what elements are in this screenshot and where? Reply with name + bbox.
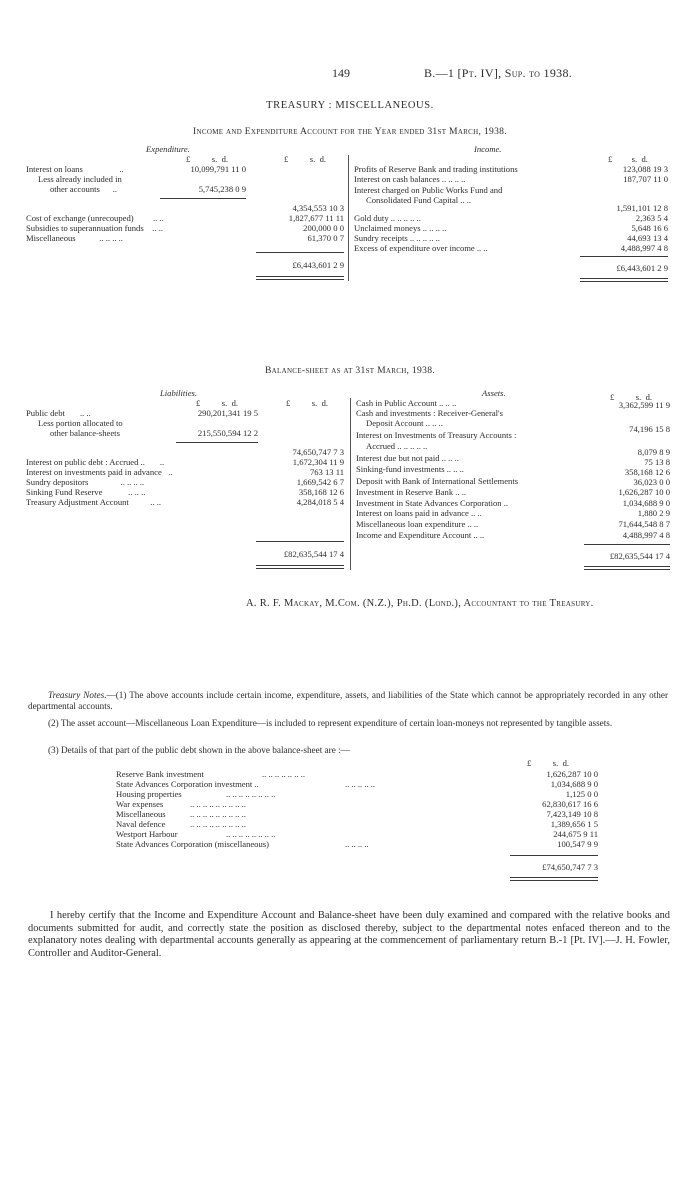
total-rule xyxy=(580,256,668,257)
row-amount: 2,363 5 4 xyxy=(635,213,668,223)
column-divider xyxy=(350,398,351,570)
leader-dots: .. .. .. .. .. .. .. .. .. xyxy=(190,819,246,829)
total-double-rule xyxy=(256,565,344,566)
treasury-note-2: (2) The asset account—Miscellaneous Loan Expenditure—is included to represent expenditure of certain loan-moneys not represented by tangible assets. xyxy=(48,718,613,728)
leader-dots: .. .. xyxy=(79,408,91,418)
ledger-row: Gold duty .. .. .. .. .. xyxy=(354,213,421,223)
row-amount: 74,196 15 8 xyxy=(629,424,670,434)
leader-dots: .. xyxy=(168,467,173,477)
unit-pence: d. xyxy=(231,398,239,408)
leader-dots: .. .. xyxy=(150,497,162,507)
subtotal-rule xyxy=(160,198,246,199)
detail-amount: 100,547 9 9 xyxy=(557,839,598,849)
unit-shillings: s. xyxy=(635,392,642,402)
ledger-row: Interest on Investments of Treasury Accounts : xyxy=(356,430,517,440)
row-outer-amount: 358,168 12 6 xyxy=(298,487,344,497)
detail-row: Miscellaneous xyxy=(116,809,166,819)
row-amount: 1,034,688 9 0 xyxy=(622,498,670,508)
unit-shillings: s. xyxy=(552,758,559,768)
detail-amount: 244,675 9 11 xyxy=(553,829,598,839)
ledger-row: Sundry receipts .. .. .. .. .. xyxy=(354,233,440,243)
unit-shillings: s. xyxy=(631,154,638,164)
row-outer-amount: 61,370 0 7 xyxy=(307,233,344,243)
row-outer-amount: 4,284,018 5 4 xyxy=(296,497,344,507)
ledger-row: Unclaimed moneys .. .. .. .. xyxy=(354,223,447,233)
row-inner-amount: 5,745,238 0 9 xyxy=(198,184,246,194)
accountant-signature: A. R. F. Mackay, M.Com. (N.Z.), Ph.D. (Lond.), Accountant to the Treasury. xyxy=(246,598,594,609)
ledger-row: Interest charged on Public Works Fund and xyxy=(354,185,503,195)
income-account-heading: Income and Expenditure Account for the Year ended 31st March, 1938. xyxy=(193,126,507,137)
row-label: Cost of exchange (unrecouped) xyxy=(26,213,134,223)
document-reference: B.—1 [Pt. IV], Sup. to 1938. xyxy=(424,66,573,80)
units-inner xyxy=(196,398,238,408)
ledger-row: Less portion allocated to xyxy=(38,418,123,428)
leader-dots: .. xyxy=(159,457,165,467)
row-label: Interest on loans xyxy=(26,164,83,174)
ledger-row: Interest due but not paid .. .. .. xyxy=(356,453,459,463)
ledger-row: Income and Expenditure Account .. .. xyxy=(356,530,485,540)
assets-heading: Assets. xyxy=(482,388,506,398)
ledger-row xyxy=(26,487,145,497)
row-label: Public debt xyxy=(26,408,65,418)
unit-pounds: £ xyxy=(196,398,201,408)
detail-amount: 1,626,287 10 0 xyxy=(546,769,598,779)
ledger-row xyxy=(26,457,164,467)
detail-row: Naval defence xyxy=(116,819,166,829)
ledger-row: Interest on loans paid in advance .. .. xyxy=(356,508,482,518)
row-label: Subsidies to superannuation funds xyxy=(26,223,144,233)
ledger-row: Profits of Reserve Bank and trading institutions xyxy=(354,164,518,174)
row-amount: 36,023 0 0 xyxy=(633,477,670,487)
ledger-row: Cash in Public Account .. .. .. xyxy=(356,398,457,408)
expenditure-heading: Expenditure. xyxy=(146,144,190,154)
row-amount: 123,088 19 3 xyxy=(622,164,668,174)
row-inner-amount: 215,550,594 12 2 xyxy=(197,428,258,438)
ledger-row xyxy=(26,477,144,487)
leader-dots: .. .. .. .. .. .. .. .. xyxy=(226,829,276,839)
row-amount: 44,693 13 4 xyxy=(627,233,668,243)
ledger-row: Less already included in xyxy=(38,174,122,184)
unit-pence: d. xyxy=(645,392,653,402)
total-double-rule xyxy=(584,566,670,567)
total-rule xyxy=(256,541,344,542)
row-amount: 1,591,101 12 8 xyxy=(616,203,668,213)
detail-amount: 62,830,617 16 6 xyxy=(542,799,598,809)
leader-dots: .. .. .. xyxy=(128,487,146,497)
row-label: Treasury Adjustment Account xyxy=(26,497,129,507)
ledger-row xyxy=(26,233,123,243)
page-number: 149 xyxy=(332,66,350,80)
page-title: TREASURY : MISCELLANEOUS. xyxy=(266,100,434,111)
row-outer-amount: 1,672,304 11 9 xyxy=(292,457,344,467)
row-amount: 71,644,548 8 7 xyxy=(618,519,670,529)
detail-row: Reserve Bank investment xyxy=(116,769,204,779)
units-outer xyxy=(284,154,326,164)
unit-pounds: £ xyxy=(286,398,291,408)
total-double-rule xyxy=(580,281,668,282)
ledger-row: Cash and investments : Receiver-General's xyxy=(356,408,503,418)
unit-pence: d. xyxy=(641,154,648,164)
assets-total: £82,635,544 17 4 xyxy=(609,551,670,561)
leader-dots: .. .. .. .. .. .. .. .. .. xyxy=(190,809,246,819)
detail-row: Housing properties xyxy=(116,789,182,799)
liabilities-heading: Liabilities. xyxy=(160,388,198,398)
unit-shillings: s. xyxy=(211,154,218,164)
row-amount: 75 13 8 xyxy=(644,457,670,467)
ledger-row xyxy=(26,223,163,233)
unit-pence: d. xyxy=(321,398,329,408)
notes-lead: Treasury Notes. xyxy=(48,690,107,700)
unit-pounds: £ xyxy=(186,154,191,164)
expenditure-total: £6,443,601 2 9 xyxy=(292,260,344,270)
leader-dots: .. .. xyxy=(152,223,164,233)
leader-dots: .. xyxy=(119,164,124,174)
ledger-row xyxy=(26,497,161,507)
column-divider xyxy=(348,155,349,281)
ledger-row xyxy=(26,164,124,174)
liabilities-total: £82,635,544 17 4 xyxy=(283,549,344,559)
detail-row: War expenses xyxy=(116,799,164,809)
detail-row: Westport Harbour xyxy=(116,829,178,839)
row-amount: 187,707 11 0 xyxy=(623,174,668,184)
row-label: Sundry depositors xyxy=(26,477,89,487)
ledger-row xyxy=(26,467,173,477)
ledger-row: Interest on cash balances .. .. .. .. xyxy=(354,174,466,184)
row-amount: 4,488,997 4 8 xyxy=(622,530,670,540)
income-total: £6,443,601 2 9 xyxy=(616,263,668,273)
ledger-row: Deposit with Bank of International Settlements xyxy=(356,476,519,486)
leader-dots: .. .. .. .. xyxy=(345,839,369,849)
unit-shillings: s. xyxy=(311,398,318,408)
row-amount: 3,362,599 11 9 xyxy=(618,400,670,410)
total-double-rule xyxy=(510,880,598,881)
ledger-row: Consolidated Fund Capital .. .. xyxy=(366,195,472,205)
ledger-row: Investment in State Advances Corporation .. xyxy=(356,498,509,508)
detail-amount: 7,423,149 10 8 xyxy=(546,809,598,819)
ledger-row: Deposit Account .. .. .. xyxy=(366,418,443,428)
leader-dots: .. .. xyxy=(152,213,164,223)
ledger-row: Excess of expenditure over income .. .. xyxy=(354,243,488,253)
units-income xyxy=(608,154,648,164)
unit-pence: d. xyxy=(319,154,327,164)
unit-pence: d. xyxy=(221,154,229,164)
leader-dots: .. .. .. .. xyxy=(120,477,145,487)
detail-row: State Advances Corporation (miscellaneous) xyxy=(116,839,269,849)
row-amount: 4,488,997 4 8 xyxy=(620,243,668,253)
row-label: Interest on public debt : Accrued .. xyxy=(26,457,145,467)
units-details xyxy=(527,758,569,768)
leader-dots: .. .. .. .. .. xyxy=(345,779,376,789)
leader-dots: .. .. .. .. .. .. .. .. .. xyxy=(190,799,246,809)
row-outer-amount: 200,000 0 0 xyxy=(303,223,344,233)
row-outer-amount: 1,669,542 6 7 xyxy=(296,477,344,487)
detail-row: State Advances Corporation investment .. xyxy=(116,779,259,789)
row-outer-amount: 74,650,747 7 3 xyxy=(292,447,344,457)
unit-pounds: £ xyxy=(284,154,289,164)
total-double-rule xyxy=(584,569,670,570)
row-label: Sinking Fund Reserve xyxy=(26,487,103,497)
total-rule xyxy=(584,544,670,545)
treasury-note-1 xyxy=(28,690,668,712)
ledger-row: Miscellaneous loan expenditure .. .. xyxy=(356,519,479,529)
income-heading: Income. xyxy=(474,144,502,154)
total-rule xyxy=(510,855,598,856)
row-amount: 1,880 2 9 xyxy=(637,508,670,518)
total-double-rule xyxy=(256,279,344,280)
treasury-note-3: (3) Details of that part of the public debt shown in the above balance-sheet are :— xyxy=(48,745,350,755)
row-label: other accounts xyxy=(50,184,100,194)
ledger-row: other balance-sheets xyxy=(50,428,120,438)
row-label: Interest on investments paid in advance xyxy=(26,467,162,477)
ledger-row xyxy=(26,408,91,418)
units-inner xyxy=(186,154,228,164)
unit-shillings: s. xyxy=(221,398,228,408)
row-inner-amount: 290,201,341 19 5 xyxy=(197,408,258,418)
unit-pounds: £ xyxy=(610,392,615,402)
row-label: Miscellaneous xyxy=(26,233,76,243)
unit-pounds: £ xyxy=(527,758,532,768)
row-amount: 1,626,287 10 0 xyxy=(618,487,670,497)
detail-amount: 1,125 0 0 xyxy=(565,789,598,799)
total-double-rule xyxy=(510,877,598,878)
leader-dots: .. .. .. .. .. .. .. xyxy=(262,769,305,779)
total-rule xyxy=(256,252,344,253)
total-double-rule xyxy=(256,276,344,277)
units-outer xyxy=(286,398,328,408)
row-outer-amount: 763 13 11 xyxy=(309,467,344,477)
leader-dots: .. xyxy=(112,184,118,194)
details-total: £74,650,747 7 3 xyxy=(542,862,598,872)
leader-dots: .. .. .. .. xyxy=(99,233,123,243)
unit-pence: d. xyxy=(562,758,570,768)
row-amount: 358,168 12 6 xyxy=(624,467,670,477)
note-1-text: —(1) The above accounts include certain income, expenditure, assets, and liabilities of the State which cannot be appropriately recorded in any other departmental accounts. xyxy=(28,690,668,711)
total-double-rule xyxy=(256,568,344,569)
row-amount: 5,648 16 6 xyxy=(631,223,668,233)
ledger-row: Accrued .. .. .. .. .. xyxy=(366,441,428,451)
row-amount: 8,079 8 9 xyxy=(637,447,670,457)
row-outer-amount: 1,827,677 11 11 xyxy=(288,213,344,223)
ledger-row: Sinking-fund investments .. .. .. xyxy=(356,464,464,474)
detail-amount: 1,389,656 1 5 xyxy=(550,819,598,829)
row-inner-amount: 10,099,791 11 0 xyxy=(190,164,246,174)
unit-shillings: s. xyxy=(309,154,316,164)
row-outer-amount: 4,354,553 10 3 xyxy=(292,203,344,213)
total-double-rule xyxy=(580,278,668,279)
ledger-row xyxy=(26,213,164,223)
leader-dots: .. .. .. .. .. .. .. .. xyxy=(226,789,276,799)
detail-amount: 1,034,688 9 0 xyxy=(550,779,598,789)
balance-sheet-heading: Balance-sheet as at 31st March, 1938. xyxy=(264,365,436,376)
unit-pounds: £ xyxy=(608,154,613,164)
ledger-row xyxy=(50,184,117,194)
ledger-row: Investment in Reserve Bank .. .. xyxy=(356,487,467,497)
subtotal-rule xyxy=(176,442,258,443)
audit-certificate: I hereby certify that the Income and Expenditure Account and Balance-sheet have been duly examined and compared with the relative books and documents submitted for audit, and correctly state the position as disclosed thereby, subject to the departmental notes enfaced thereon and to the explanatory notes dealing with departmental accounts generally as appearing at the commencement of parliamentary return B.-1 [Pt. IV].—J. H. Fowler, Controller and Auditor-General. xyxy=(28,910,670,959)
